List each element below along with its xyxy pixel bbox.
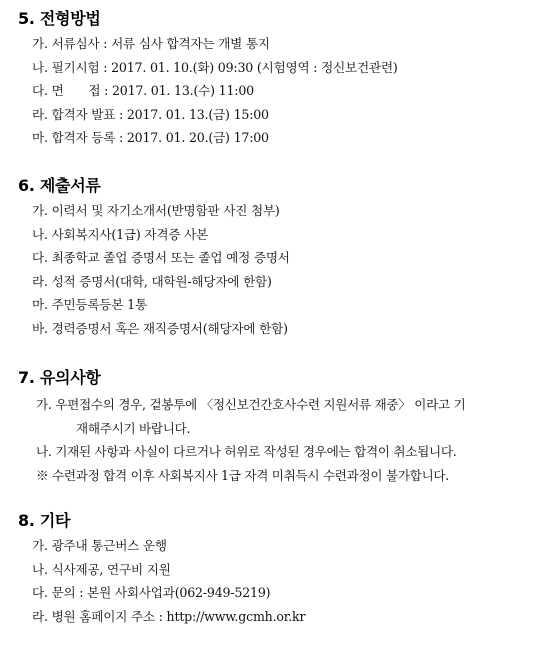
section-6-item-resume: 가. 이력서 및 자기소개서(반명함판 사진 첨부) (32, 203, 280, 218)
section-7-note: ※ 수련과정 합격 이후 사회복지사 1급 자격 미취득시 수련과정이 불가합니다. (36, 467, 450, 483)
section-6-item-career-certificate: 바. 경력증명서 혹은 재직증명서(해당자에 한함) (32, 320, 288, 336)
section-7-item-mail-submission: 가. 우편접수의 경우, 겉봉투에 〈정신보건간호사수련 지원서류 재중〉 이라고 기 (36, 397, 466, 412)
section-6-item-license-copy: 나. 사회복지사(1급) 자격증 사본 (32, 226, 209, 242)
section-8-item-inquiry: 다. 문의 : 본원 사회사업과(062-949-5219) (32, 585, 271, 600)
section-5-item-registration: 마. 합격자 등록 : 2017. 01. 20.(금) 17:00 (32, 130, 269, 145)
section-6-heading: 6. 제출서류 (18, 176, 101, 195)
section-8-item-commuter-bus: 가. 광주내 통근버스 운행 (32, 538, 167, 553)
section-8-heading: 8. 기타 (18, 511, 71, 530)
section-7-item-mail-submission-continued (18, 417, 538, 441)
section-8-item-homepage: 라. 병원 홈페이지 주소 : http://www.gcmh.or.kr (32, 608, 306, 624)
section-5-item-document-screening: 가. 서류심사 : 서류 심사 합격자는 개별 통지 (32, 36, 270, 51)
section-5-item-interview: 다. 면 접 : 2017. 01. 13.(수) 11:00 (32, 83, 254, 98)
section-5-item-written-exam: 나. 필기시험 : 2017. 01. 10.(화) 09:30 (시험영역 : 정신보건관련) (32, 59, 398, 75)
section-7-heading: 7. 유의사항 (18, 368, 101, 387)
section-5-item-result-announcement: 라. 합격자 발표 : 2017. 01. 13.(금) 15:00 (32, 106, 269, 122)
section-6-item-graduation-certificate: 다. 최종학교 졸업 증명서 또는 졸업 예정 증명서 (32, 250, 290, 265)
section-7-notes (18, 367, 538, 487)
section-7-item-mail-submission-line2: 재해주시기 바랍니다. (76, 420, 191, 436)
section-6-item-resident-registration: 마. 주민등록등본 1통 (32, 297, 147, 312)
section-6-item-transcript: 라. 성적 증명서(대학, 대학원-해당자에 한함) (32, 273, 272, 289)
section-6-required-documents (18, 175, 538, 340)
section-8-other (18, 510, 538, 628)
section-8-item-meals-research: 나. 식사제공, 연구비 지원 (32, 561, 171, 577)
section-5-selection-method (18, 8, 538, 150)
section-7-item-false-information: 나. 기재된 사항과 사실이 다르거나 허위로 작성된 경우에는 합격이 취소됩니다. (36, 444, 457, 459)
section-5-heading: 5. 전형방법 (18, 9, 101, 28)
